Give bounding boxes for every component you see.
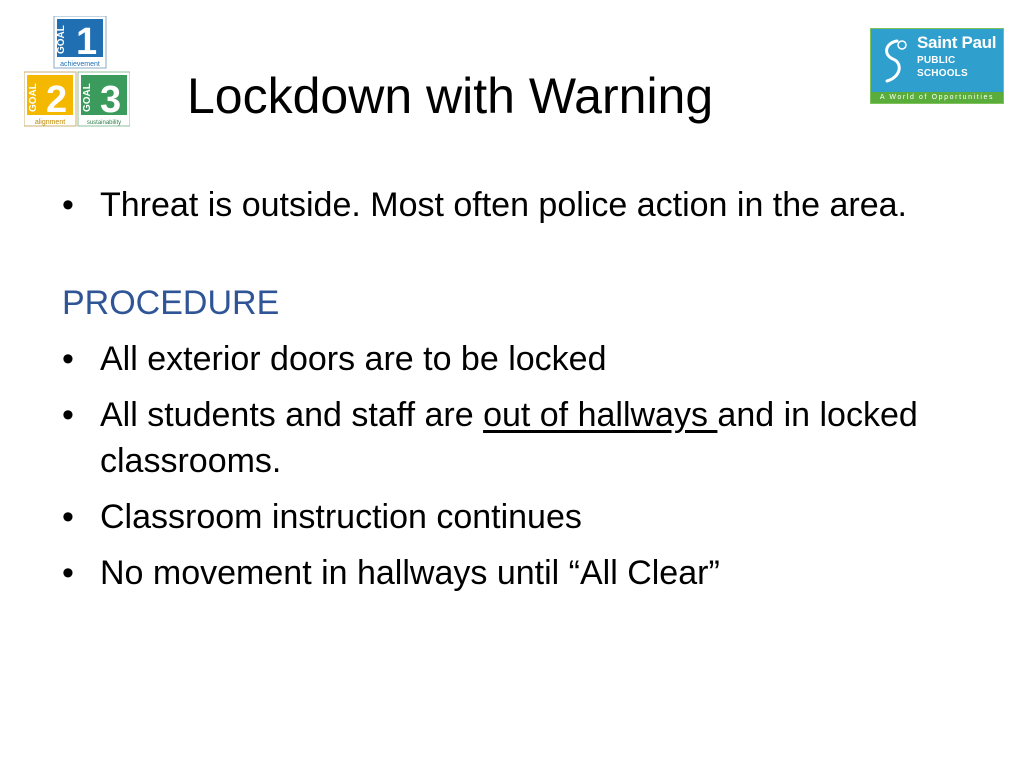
goals-logo-graphic: [24, 16, 130, 128]
goal3-word: GOAL: [82, 83, 93, 112]
bullet-text: Threat is outside. Most often police action in the area.: [100, 186, 908, 224]
goal1-number: 1: [76, 21, 98, 63]
goal2-word: GOAL: [28, 83, 39, 112]
swirl-icon: [875, 35, 915, 89]
goal1-caption: achievement: [60, 61, 100, 68]
bullet-icon: •: [62, 396, 74, 434]
slide-title: Lockdown with Warning: [187, 68, 714, 124]
goal1-word: GOAL: [56, 25, 67, 54]
goal3-caption: sustainability: [86, 120, 122, 126]
bullet-text: All exterior doors are to be locked: [100, 340, 607, 378]
bullet-item-threat: [62, 182, 972, 228]
district-tagline: A World of Opportunities: [871, 92, 1003, 103]
goals-logo: [24, 16, 130, 128]
goal2-number: 2: [46, 79, 68, 121]
bullet-text: Classroom instruction continues: [100, 498, 582, 536]
bullet-text: No movement in hallways until “All Clear”: [100, 554, 720, 592]
district-name: Saint Paul: [917, 33, 997, 52]
bullet-icon: •: [62, 498, 74, 536]
bullet-item-movement: [62, 550, 972, 596]
bullet-icon: •: [62, 186, 74, 224]
bullet-icon: •: [62, 340, 74, 378]
district-subtitle: PUBLIC SCHOOLS: [917, 55, 968, 79]
bullet-text-underlined: out of hallways: [483, 396, 718, 434]
bullet-text-after: and in locked classrooms.: [100, 396, 918, 480]
bullet-item-hallways: [62, 392, 972, 484]
slide-body: [62, 182, 972, 596]
goal3-number: 3: [100, 79, 122, 121]
saint-paul-public-schools-logo: [870, 28, 1004, 104]
procedure-heading: PROCEDURE: [62, 284, 280, 322]
goal2-caption: alignment: [34, 119, 66, 126]
bullet-item-doors: [62, 336, 972, 382]
bullet-item-instruction: [62, 494, 972, 540]
bullet-text-before: All students and staff are: [100, 396, 484, 434]
bullet-icon: •: [62, 554, 74, 592]
